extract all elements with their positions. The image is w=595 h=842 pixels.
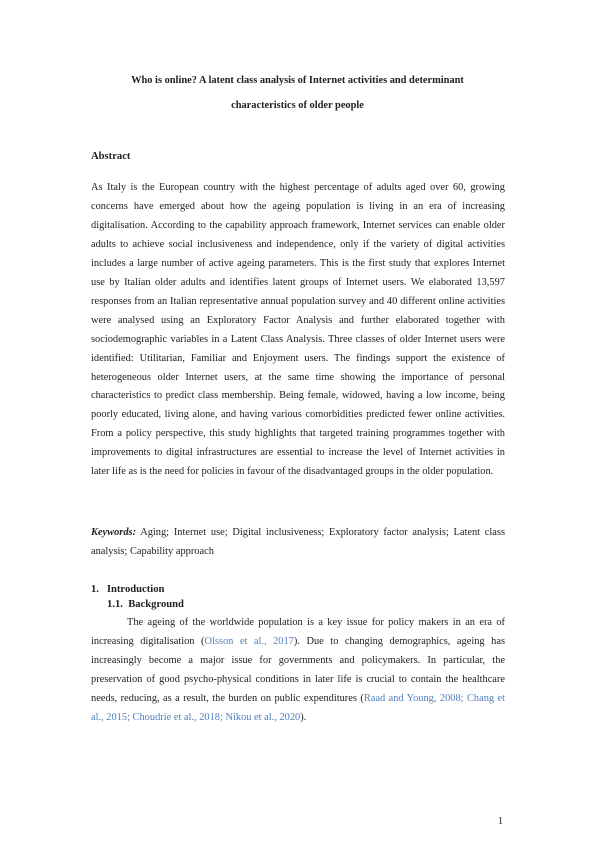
abstract-heading: Abstract: [91, 151, 131, 162]
paper-title: [90, 68, 505, 118]
citation-link-group[interactable]: Raad and Young, 2008; Chang et al., 2015; Choudrie et al., 2018; Nikou et al., 2020: [91, 692, 506, 723]
keywords-paragraph: [91, 524, 505, 562]
keywords-text: Aging; Internet use; Digital inclusiveness; Exploratory factor analysis; Latent class analysis; Capability approach: [91, 527, 505, 557]
citation-link-olsson[interactable]: Olsson et al., 2017: [204, 635, 294, 647]
introduction-heading: 1. Introduction: [91, 584, 165, 595]
intro-text-2: ). Due to changing demographics, ageing has increasingly become a major issue for governments and policymakers. In particular, the preservation of good psycho-physical conditions in later life is crucial to contain the healthcare needs, reducing, as a result, the burden on public expenditures (: [91, 635, 505, 704]
title-line-2: characteristics of older people: [231, 100, 364, 111]
introduction-paragraph: [91, 614, 505, 728]
intro-text-3: ).: [300, 711, 307, 723]
title-line-1: Who is online? A latent class analysis of Internet activities and determinant: [131, 75, 464, 86]
background-subheading: 1.1. Background: [107, 599, 184, 610]
keywords-label: Keywords:: [91, 527, 137, 538]
page-number: 1: [498, 816, 503, 827]
intro-text-1: The ageing of the worldwide population is a key issue for policy makers in an era of increasing digitalisation (: [91, 617, 505, 647]
abstract-body: As Italy is the European country with the highest percentage of adults aged over 60, growing concerns have emerged about how the ageing population is living in an era of increasing digitalisation. According to the capability approach framework, Internet services can enable older adults to achieve social inclusiveness and independence, only if the variety of digital activities includes a large number of active ageing parameters. This is the first study that explores Internet use by Italian older adults and identifies latent groups of Internet users. We elaborated 13,597 responses from an Italian representative annual population survey and 40 different online activities were analysed using an Exploratory Factor Analysis and further elaborated together with sociodemographic variables in a Latent Class Analysis. Three classes of older Internet users were identified: Utilitarian, Familiar and Enjoyment users. The findings support the existence of heterogeneous older Internet users, at the same time showing the importance of personal characteristics to predict class membership. Being female, widowed, having a low income, being poorly educated, living alone, and having various comorbidities predicted fewer online activities. From a policy perspective, this study highlights that targeted training programmes together with improvements to digital infrastructures are essential to increase the level of Internet activities in later life as is the need for policies in favour of the disadvantaged groups in the older population.: [91, 182, 505, 478]
